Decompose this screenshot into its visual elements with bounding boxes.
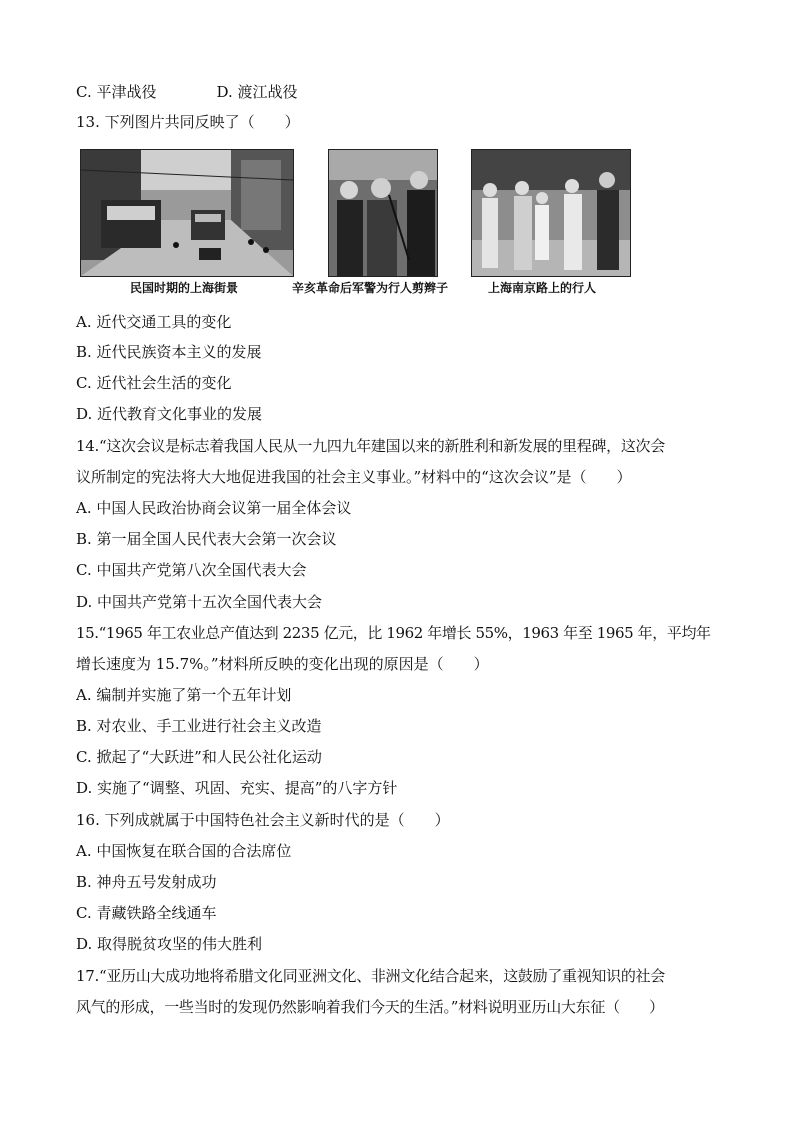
shanghai-street-photo [80, 149, 294, 277]
caption-nanjing-road: 上海南京路上的行人 [488, 281, 597, 295]
q12-option-c: C. 平津战役 [76, 83, 157, 101]
q16-option-c: C. 青藏铁路全线通车 [76, 904, 217, 922]
q15-option-b: B. 对农业、手工业进行社会主义改造 [76, 717, 322, 735]
q12-option-d: D. 渡江战役 [216, 83, 298, 101]
q15-option-c: C. 掀起了“大跃进”和人民公社化运动 [76, 748, 322, 766]
q13-stem: 13. 下列图片共同反映了（ ） [76, 113, 300, 131]
q16-option-a: A. 中国恢复在联合国的合法席位 [76, 842, 292, 860]
q12-options-row [76, 82, 298, 102]
q16-option-b: B. 神舟五号发射成功 [76, 873, 217, 891]
q14-option-b: B. 第一届全国人民代表大会第一次会议 [76, 530, 337, 548]
q15-option-a: A. 编制并实施了第一个五年计划 [76, 686, 292, 704]
q14-stem-line2: 议所制定的宪法将大大地促进我国的社会主义事业。”材料中的“这次会议”是（ ） [76, 468, 632, 486]
q13-option-c: C. 近代社会生活的变化 [76, 374, 232, 392]
nanjing-road-photo [471, 149, 631, 277]
q14-option-d: D. 中国共产党第十五次全国代表大会 [76, 593, 323, 611]
q13-option-d: D. 近代教育文化事业的发展 [76, 405, 263, 423]
q14-option-a: A. 中国人民政治协商会议第一届全体会议 [76, 499, 352, 517]
q16-option-d: D. 取得脱贫攻坚的伟大胜利 [76, 935, 263, 953]
q14-stem-line1: 14.“这次会议是标志着我国人民从一九四九年建国以来的新胜利和新发展的里程碑，这次会 [76, 437, 665, 455]
q15-option-d: D. 实施了“调整、巩固、充实、提高”的八字方针 [76, 779, 398, 797]
q13-option-a: A. 近代交通工具的变化 [76, 313, 232, 331]
q15-stem-line1: 15.“1965 年工农业总产值达到 2235 亿元，比 1962 年增长 55%，1963 年至 1965 年，平均年 [76, 624, 711, 642]
q14-option-c: C. 中国共产党第八次全国代表大会 [76, 561, 307, 579]
caption-shanghai-street: 民国时期的上海街景 [130, 281, 239, 295]
q15-stem-line2: 增长速度为 15.7%。”材料所反映的变化出现的原因是（ ） [76, 655, 489, 673]
q16-stem: 16. 下列成就属于中国特色社会主义新时代的是（ ） [76, 811, 450, 829]
caption-queue-cutting: 辛亥革命后军警为行人剪辫子 [292, 281, 449, 295]
q13-option-b: B. 近代民族资本主义的发展 [76, 343, 262, 361]
queue-cutting-photo [328, 149, 438, 277]
q17-stem-line1: 17.“亚历山大成功地将希腊文化同亚洲文化、非洲文化结合起来，这鼓励了重视知识的社会 [76, 967, 665, 985]
q17-stem-line2: 风气的形成，一些当时的发现仍然影响着我们今天的生活。”材料说明亚历山大东征（ ） [76, 998, 664, 1016]
